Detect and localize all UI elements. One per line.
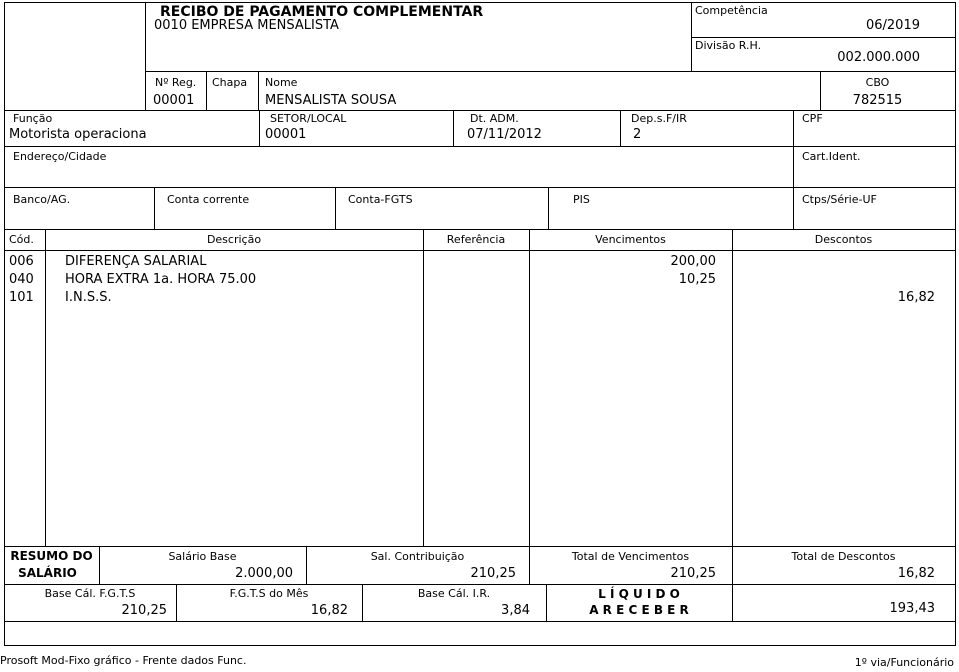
table-row-cod: 101 [9,290,34,305]
chapa-label: Chapa [212,76,248,89]
base-ir-label: Base Cál. I.R. [417,587,491,600]
salario-base-value: 2.000,00 [235,566,293,581]
deps-label: Dep.s.F/IR [631,112,687,125]
funcao-value: Motorista operaciona [9,127,147,142]
col-descontos-header: Descontos [814,233,873,246]
fgts-mes-value: 16,82 [310,603,348,618]
cpf-label: CPF [802,112,823,125]
salario-base-label: Salário Base [168,550,237,563]
fgts-label: Conta-FGTS [348,193,413,206]
base-fgts-label: Base Cál. F.G.T.S [44,587,136,600]
nreg-label: Nº Reg. [155,76,197,89]
divisao-label: Divisão R.H. [695,39,762,52]
table-row-descricao: DIFERENÇA SALARIAL [65,254,207,269]
fgts-mes-label: F.G.T.S do Mês [229,587,309,600]
liquido-label-line1: L Í Q U I D O [598,587,680,601]
sal-contrib-value: 210,25 [470,566,516,581]
dtadm-label: Dt. ADM. [470,112,519,125]
endereco-label: Endereço/Cidade [13,150,107,163]
resumo-label-line2: SALÁRIO [18,566,77,580]
table-row-descricao: I.N.S.S. [65,290,112,305]
pis-label: PIS [573,193,590,206]
table-row-cod: 006 [9,254,34,269]
liquido-value: 193,43 [889,601,935,616]
table-row-descricao: HORA EXTRA 1a. HORA 75.00 [65,272,257,287]
table-row-vencimentos: 10,25 [678,272,716,287]
total-descontos-value: 16,82 [897,566,935,581]
document-title: RECIBO DE PAGAMENTO COMPLEMENTAR [160,4,484,20]
footer-copy-note: 1º via/Funcionário [854,656,954,669]
col-descricao-header: Descrição [206,233,262,246]
col-vencimentos-header: Vencimentos [595,233,666,246]
ctps-label: Ctps/Série-UF [802,193,877,206]
cbo-value: 782515 [852,93,903,108]
cbo-label: CBO [865,76,890,89]
base-fgts-value: 210,25 [121,603,167,618]
resumo-label-line1: RESUMO DO [10,549,93,563]
setor-label: SETOR/LOCAL [270,112,347,125]
banco-label: Banco/AG. [13,193,71,206]
table-row-descontos: 16,82 [897,290,935,305]
nreg-value: 00001 [153,93,195,108]
conta-label: Conta corrente [167,193,250,206]
table-row-vencimentos: 200,00 [670,254,716,269]
competencia-value: 06/2019 [865,18,920,33]
nome-label: Nome [265,76,298,89]
col-cod-header: Cód. [9,233,34,246]
nome-value: MENSALISTA SOUSA [265,93,397,108]
base-ir-value: 3,84 [501,603,530,618]
table-row-cod: 040 [9,272,34,287]
sal-contrib-label: Sal. Contribuição [370,550,465,563]
deps-value: 2 [633,127,642,142]
col-referencia-header: Referência [446,233,506,246]
divisao-value: 002.000.000 [837,50,920,65]
competencia-label: Competência [695,4,768,17]
total-vencimentos-label: Total de Vencimentos [571,550,690,563]
funcao-label: Função [13,112,53,125]
company-name: 0010 EMPRESA MENSALISTA [154,18,339,33]
total-descontos-label: Total de Descontos [791,550,896,563]
footer-model-note: Prosoft Mod-Fixo gráfico - Frente dados Func. [0,654,247,667]
liquido-label-line2: A R E C E B E R [589,603,689,617]
dtadm-value: 07/11/2012 [467,127,542,142]
cartident-label: Cart.Ident. [802,150,861,163]
total-vencimentos-value: 210,25 [670,566,716,581]
setor-value: 00001 [265,127,307,142]
